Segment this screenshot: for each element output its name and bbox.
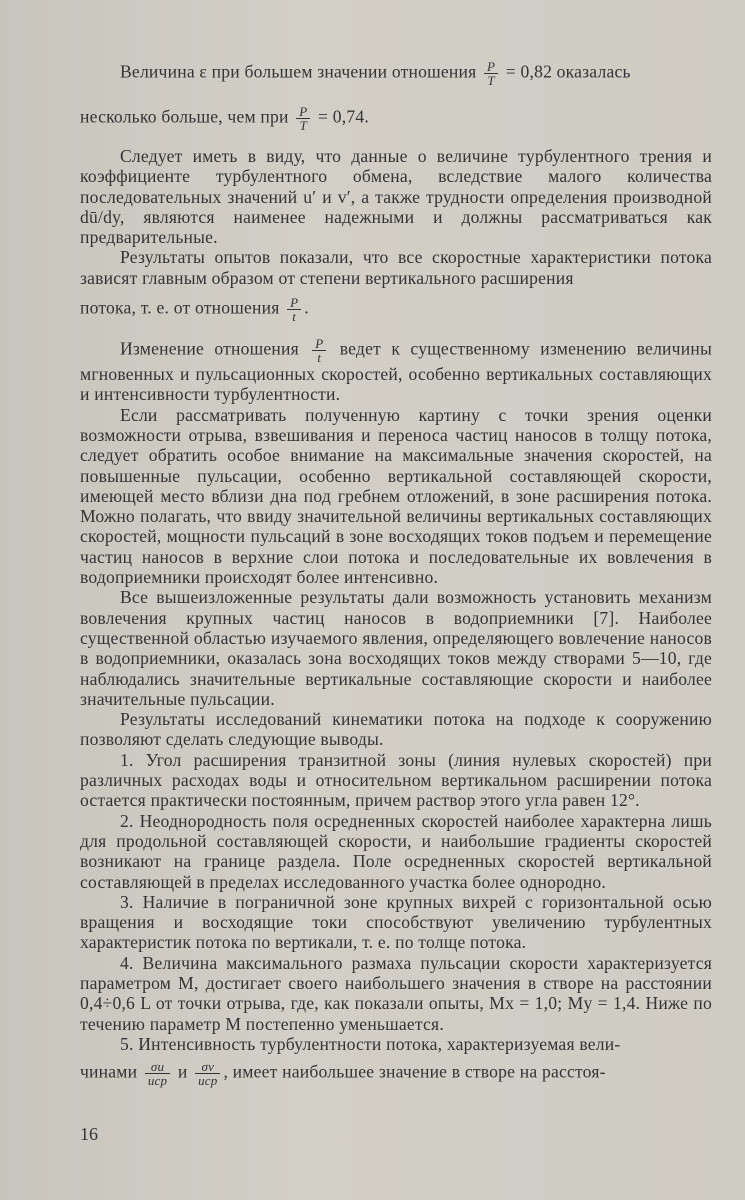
paragraph-2: Следует иметь в виду, что данные о величине турбулентного трения и коэффициенте турбулентного обмена, вследствие малого количества последовательных значений u′ и v′, а также трудности определения производной dū/dy, являются наименее надежными и должны рассматриваться как предварительные. — [80, 146, 712, 248]
p12-and: и — [177, 1061, 188, 1082]
fraction-numerator: P — [484, 60, 498, 74]
fraction-denominator: uср — [147, 1073, 168, 1089]
fraction-p-t-3 — [287, 296, 301, 323]
paragraph-1 — [80, 60, 712, 87]
fraction-denominator: t — [292, 309, 297, 325]
p1-lead: Величина ε при большем значении отношения — [120, 61, 477, 82]
paragraph-10: 3. Наличие в пограничной зоне крупных вихрей с горизонтальной осью вращения и восходящие токи способствуют увеличению турбулентных характеристик потока по вертикали, т. е. по толще потока. — [80, 891, 712, 953]
fraction-p-t-4 — [312, 337, 326, 364]
p1-tail: = 0,82 оказалась — [505, 61, 631, 82]
p12-tail-lead: чинами — [80, 1061, 138, 1082]
fraction-sigma-v — [195, 1060, 220, 1087]
page-number: 16 — [80, 1124, 98, 1144]
p4-rest: ведет к существенному изменению величины мгновенных и пульсационных скоростей, особенно вертикальных составляющих и интенсивности турбулентности. — [80, 338, 712, 405]
fraction-p-t-1 — [484, 60, 498, 87]
fraction-denominator: T — [299, 118, 308, 133]
fraction-p-t-2 — [296, 105, 310, 132]
paragraph-5: Если рассматривать полученную картину с точки зрения оценки возможности отрыва, взвешивания и переноса частиц наносов в толщу потока, следует обратить особое внимание на максимальные значения скоростей, на повышенные пульсации, особенно вертикальной составляющей скорости, имеющей место вблизи дна под гребнем отложений, в зоне расширения потока. Можно полагать, что ввиду значительной величины вертикальных составляющих скоростей, мощности пульсаций в зоне восходящих токов подъем и перемещение частиц наносов в верхние слои потока и последовательные их вовлечения в водоприемники происходят более интенсивно. — [80, 404, 712, 588]
p1b-lead: несколько больше, чем при — [80, 106, 289, 127]
p3-tail-end: . — [304, 297, 309, 318]
paragraph-3 — [80, 247, 712, 288]
paragraph-11: 4. Величина максимального размаха пульсации скорости характеризуется параметром M, достигает своего наибольшего значения в створе на расстоянии 0,4÷0,6 L от точки отрыва, где, как показали опыты, Mx = 1,0; My = 1,4. Ниже по течению параметр M постепенно уменьшается. — [80, 952, 712, 1034]
fraction-numerator: P — [287, 296, 301, 310]
fraction-numerator: σv — [195, 1060, 220, 1074]
page-body-text — [80, 60, 712, 1087]
paragraph-12 — [80, 1034, 712, 1054]
paragraph-6: Все вышеизложенные результаты дали возможность установить механизм вовлечения крупных частиц наносов в водоприемники [7]. Наиболее существенной областью изучаемого явления, определяющего вовлечение наносов в водоприемники, оказалась зона восходящих токов между створами 5—10, где наблюдались значительные вертикальные составляющие скорости и наиболее значительные пульсации. — [80, 587, 712, 709]
paragraph-7: Результаты исследований кинематики потока на подходе к сооружению позволяют сделать следующие выводы. — [80, 709, 712, 750]
fraction-denominator: T — [487, 73, 495, 88]
paragraph-12-tail — [80, 1060, 712, 1087]
paragraph-8: 1. Угол расширения транзитной зоны (линия нулевых скоростей) при различных расходах воды и относительном вертикальном расширении потока остается практически постоянным, причем раствор этого угла равен 12°. — [80, 749, 712, 811]
p3-tail-lead: потока, т. е. от отношения — [80, 297, 280, 318]
p4-lead: Изменение отношения — [120, 338, 299, 359]
fraction-numerator: σu — [145, 1060, 170, 1074]
paragraph-1-continued — [80, 105, 712, 132]
paragraph-4 — [80, 337, 712, 405]
fraction-denominator: t — [317, 350, 322, 366]
paragraph-3-tail — [80, 296, 712, 323]
paragraph-9: 2. Неоднородность поля осредненных скоростей наиболее характерна лишь для продольной составляющей скорости, и наибольшие градиенты скоростей возникают на границе раздела. Поле осредненных скоростей вертикальной составляющей в пределах исследованного участка более однородно. — [80, 810, 712, 892]
fraction-denominator: uср — [198, 1073, 218, 1089]
fraction-sigma-u — [145, 1060, 170, 1087]
fraction-numerator: P — [312, 337, 326, 351]
p1b-tail: = 0,74. — [318, 106, 369, 127]
p12-text: 5. Интенсивность турбулентности потока, характеризуемая вели- — [120, 1033, 621, 1054]
p3-text: Результаты опытов показали, что все скоростные характеристики потока зависят главным образом от степени вертикального расширения — [80, 247, 712, 288]
fraction-numerator: P — [296, 105, 310, 119]
p12-tail-end: , имеет наибольшее значение в створе на расстоя- — [223, 1061, 606, 1082]
